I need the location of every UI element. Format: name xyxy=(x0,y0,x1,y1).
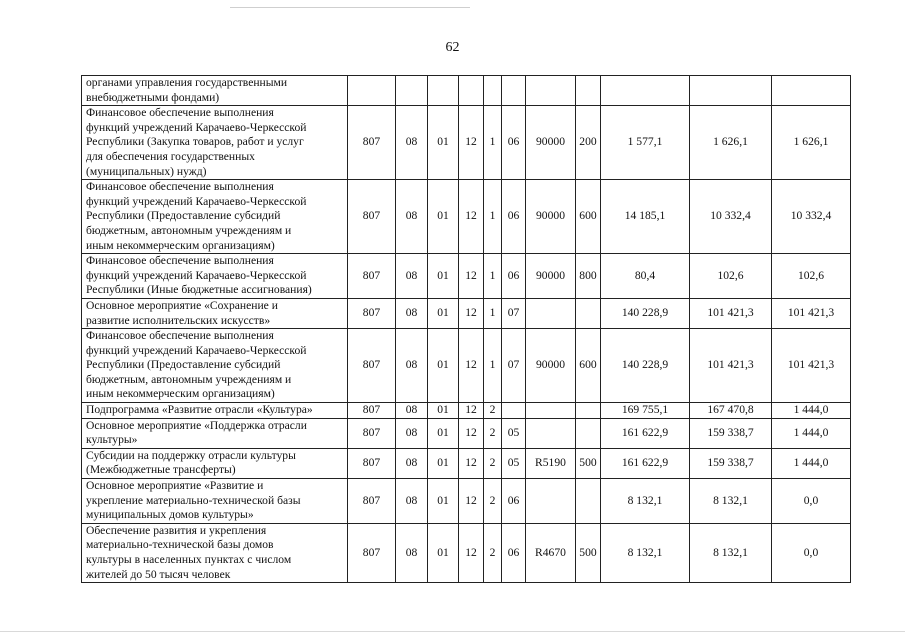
item-name-cell xyxy=(82,106,348,180)
item-name-line: муниципальных домов культуры» xyxy=(86,508,254,522)
amount-year3-cell: 101 421,3 xyxy=(772,329,851,403)
event-code-cell: 06 xyxy=(502,106,526,180)
section-code-cell: 08 xyxy=(396,106,428,180)
program-code-cell: 12 xyxy=(459,523,484,582)
ved-code-cell: 807 xyxy=(348,329,396,403)
section-code-cell: 08 xyxy=(396,418,428,448)
section-code-cell: 08 xyxy=(396,523,428,582)
amount-year2-cell xyxy=(690,76,772,106)
table-body xyxy=(82,76,851,583)
item-name-line: Республики (Предоставление субсидий xyxy=(86,209,281,223)
amount-year2-cell: 101 421,3 xyxy=(690,298,772,328)
amount-year3-cell: 0,0 xyxy=(772,479,851,524)
item-name-cell xyxy=(82,448,348,478)
item-name-line: культуры» xyxy=(86,433,138,447)
section-code-cell: 08 xyxy=(396,180,428,254)
program-code-cell: 12 xyxy=(459,298,484,328)
ved-code-cell: 807 xyxy=(348,254,396,299)
item-name-line: иным некоммерческим организациям) xyxy=(86,238,275,252)
subsection-code-cell: 01 xyxy=(428,403,459,419)
amount-year3-cell xyxy=(772,76,851,106)
item-name-line: Подпрограмма «Развитие отрасли «Культура» xyxy=(86,403,313,417)
subprogram-code-cell: 1 xyxy=(484,106,502,180)
subsection-code-cell: 01 xyxy=(428,418,459,448)
amount-year2-cell: 10 332,4 xyxy=(690,180,772,254)
amount-year3-cell: 1 626,1 xyxy=(772,106,851,180)
subprogram-code-cell xyxy=(484,76,502,106)
program-code-cell: 12 xyxy=(459,403,484,419)
section-code-cell: 08 xyxy=(396,329,428,403)
section-code-cell: 08 xyxy=(396,298,428,328)
subprogram-code-cell: 2 xyxy=(484,479,502,524)
amount-year3-cell: 0,0 xyxy=(772,523,851,582)
direction-code-cell xyxy=(526,298,576,328)
item-name-cell xyxy=(82,418,348,448)
direction-code-cell: 90000 xyxy=(526,254,576,299)
item-name-line: бюджетным, автономным учреждениям и xyxy=(86,372,292,386)
item-name-line: функций учреждений Карачаево-Черкесской xyxy=(86,120,307,134)
amount-year2-cell: 159 338,7 xyxy=(690,448,772,478)
program-code-cell: 12 xyxy=(459,106,484,180)
item-name-line: органами управления государственными xyxy=(86,76,288,89)
amount-year2-cell: 102,6 xyxy=(690,254,772,299)
program-code-cell: 12 xyxy=(459,180,484,254)
direction-code-cell: 90000 xyxy=(526,180,576,254)
subprogram-code-cell: 2 xyxy=(484,418,502,448)
item-name-cell xyxy=(82,180,348,254)
event-code-cell xyxy=(502,403,526,419)
item-name-cell xyxy=(82,523,348,582)
section-code-cell: 08 xyxy=(396,254,428,299)
item-name-line: Республики (Закупка товаров, работ и услуг xyxy=(86,135,304,149)
direction-code-cell: 90000 xyxy=(526,106,576,180)
item-name-line: (муниципальных) нужд) xyxy=(86,164,207,178)
item-name-line: Финансовое обеспечение выполнения xyxy=(86,254,274,268)
subsection-code-cell xyxy=(428,76,459,106)
item-name-line: функций учреждений Карачаево-Черкесской xyxy=(86,268,307,282)
event-code-cell: 06 xyxy=(502,523,526,582)
expense-type-cell xyxy=(576,403,601,419)
amount-year1-cell: 140 228,9 xyxy=(601,329,690,403)
event-code-cell: 05 xyxy=(502,448,526,478)
item-name-line: для обеспечения государственных xyxy=(86,149,255,163)
direction-code-cell xyxy=(526,418,576,448)
expense-type-cell xyxy=(576,479,601,524)
direction-code-cell xyxy=(526,403,576,419)
ved-code-cell: 807 xyxy=(348,479,396,524)
direction-code-cell: 90000 xyxy=(526,329,576,403)
ved-code-cell: 807 xyxy=(348,523,396,582)
amount-year2-cell: 8 132,1 xyxy=(690,523,772,582)
item-name-line: Основное мероприятие «Развитие и xyxy=(86,479,264,493)
ved-code-cell: 807 xyxy=(348,180,396,254)
amount-year1-cell: 8 132,1 xyxy=(601,479,690,524)
amount-year3-cell: 1 444,0 xyxy=(772,403,851,419)
ved-code-cell: 807 xyxy=(348,106,396,180)
amount-year3-cell: 1 444,0 xyxy=(772,448,851,478)
subprogram-code-cell: 1 xyxy=(484,180,502,254)
item-name-line: Обеспечение развития и укрепления xyxy=(86,523,267,537)
amount-year2-cell: 101 421,3 xyxy=(690,329,772,403)
item-name-line: жителей до 50 тысяч человек xyxy=(86,567,231,581)
item-name-cell xyxy=(82,298,348,328)
item-name-cell xyxy=(82,479,348,524)
program-code-cell: 12 xyxy=(459,448,484,478)
subprogram-code-cell: 2 xyxy=(484,403,502,419)
direction-code-cell: R5190 xyxy=(526,448,576,478)
program-code-cell: 12 xyxy=(459,254,484,299)
page-number: 62 xyxy=(445,40,460,55)
event-code-cell: 06 xyxy=(502,479,526,524)
subsection-code-cell: 01 xyxy=(428,523,459,582)
item-name-line: культуры в населенных пунктах с числом xyxy=(86,553,292,566)
item-name-line: Финансовое обеспечение выполнения xyxy=(86,329,274,343)
subsection-code-cell: 01 xyxy=(428,254,459,299)
table-row xyxy=(82,298,851,328)
item-name-line: функций учреждений Карачаево-Черкесской xyxy=(86,194,307,208)
amount-year1-cell: 169 755,1 xyxy=(601,403,690,419)
table-row xyxy=(82,448,851,478)
amount-year2-cell: 167 470,8 xyxy=(690,403,772,419)
program-code-cell: 12 xyxy=(459,418,484,448)
amount-year3-cell: 101 421,3 xyxy=(772,298,851,328)
item-name-line: Основное мероприятие «Сохранение и xyxy=(86,298,278,312)
expense-type-cell: 600 xyxy=(576,180,601,254)
item-name-cell xyxy=(82,254,348,299)
subsection-code-cell: 01 xyxy=(428,479,459,524)
amount-year2-cell: 159 338,7 xyxy=(690,418,772,448)
amount-year2-cell: 8 132,1 xyxy=(690,479,772,524)
event-code-cell: 05 xyxy=(502,418,526,448)
subsection-code-cell: 01 xyxy=(428,448,459,478)
table-row xyxy=(82,479,851,524)
ved-code-cell xyxy=(348,76,396,106)
subsection-code-cell: 01 xyxy=(428,106,459,180)
event-code-cell: 06 xyxy=(502,254,526,299)
section-code-cell: 08 xyxy=(396,448,428,478)
item-name-line: Субсидии на поддержку отрасли культуры xyxy=(86,448,296,462)
amount-year3-cell: 1 444,0 xyxy=(772,418,851,448)
direction-code-cell xyxy=(526,76,576,106)
subsection-code-cell: 01 xyxy=(428,329,459,403)
item-name-line: Финансовое обеспечение выполнения xyxy=(86,106,274,120)
item-name-cell xyxy=(82,329,348,403)
program-code-cell xyxy=(459,76,484,106)
expense-type-cell: 500 xyxy=(576,523,601,582)
event-code-cell: 07 xyxy=(502,329,526,403)
section-code-cell: 08 xyxy=(396,403,428,419)
expense-type-cell: 200 xyxy=(576,106,601,180)
subsection-code-cell: 01 xyxy=(428,180,459,254)
direction-code-cell: R4670 xyxy=(526,523,576,582)
expense-type-cell: 500 xyxy=(576,448,601,478)
amount-year1-cell: 8 132,1 xyxy=(601,523,690,582)
table-row xyxy=(82,254,851,299)
expense-type-cell: 600 xyxy=(576,329,601,403)
scan-artifact-line xyxy=(230,7,470,8)
item-name-line: Основное мероприятие «Поддержка отрасли xyxy=(86,418,307,432)
item-name-line: иным некоммерческим организациям) xyxy=(86,387,275,401)
amount-year1-cell: 161 622,9 xyxy=(601,418,690,448)
program-code-cell: 12 xyxy=(459,479,484,524)
amount-year1-cell: 161 622,9 xyxy=(601,448,690,478)
subprogram-code-cell: 1 xyxy=(484,329,502,403)
event-code-cell xyxy=(502,76,526,106)
table-row xyxy=(82,418,851,448)
amount-year1-cell: 1 577,1 xyxy=(601,106,690,180)
item-name-line: внебюджетными фондами) xyxy=(86,90,220,104)
item-name-line: (Межбюджетные трансферты) xyxy=(86,463,236,477)
section-code-cell xyxy=(396,76,428,106)
item-name-line: материально-технической базы домов xyxy=(86,538,274,552)
item-name-cell xyxy=(82,76,348,106)
amount-year3-cell: 10 332,4 xyxy=(772,180,851,254)
ved-code-cell: 807 xyxy=(348,418,396,448)
ved-code-cell: 807 xyxy=(348,448,396,478)
event-code-cell: 07 xyxy=(502,298,526,328)
table-row xyxy=(82,106,851,180)
subprogram-code-cell: 2 xyxy=(484,448,502,478)
subprogram-code-cell: 1 xyxy=(484,254,502,299)
table-row xyxy=(82,403,851,419)
event-code-cell: 06 xyxy=(502,180,526,254)
table-row xyxy=(82,76,851,106)
budget-table xyxy=(81,75,851,583)
scan-artifact-line xyxy=(0,631,905,632)
section-code-cell: 08 xyxy=(396,479,428,524)
amount-year1-cell: 80,4 xyxy=(601,254,690,299)
program-code-cell: 12 xyxy=(459,329,484,403)
subsection-code-cell: 01 xyxy=(428,298,459,328)
amount-year2-cell: 1 626,1 xyxy=(690,106,772,180)
amount-year1-cell: 14 185,1 xyxy=(601,180,690,254)
item-name-line: Республики (Иные бюджетные ассигнования) xyxy=(86,283,312,297)
table-row xyxy=(82,523,851,582)
ved-code-cell: 807 xyxy=(348,298,396,328)
expense-type-cell xyxy=(576,418,601,448)
amount-year1-cell: 140 228,9 xyxy=(601,298,690,328)
subprogram-code-cell: 2 xyxy=(484,523,502,582)
item-name-line: бюджетным, автономным учреждениям и xyxy=(86,223,292,237)
expense-type-cell xyxy=(576,76,601,106)
item-name-line: Финансовое обеспечение выполнения xyxy=(86,180,274,194)
item-name-cell xyxy=(82,403,348,419)
table-row xyxy=(82,180,851,254)
expense-type-cell xyxy=(576,298,601,328)
ved-code-cell: 807 xyxy=(348,403,396,419)
item-name-line: Республики (Предоставление субсидий xyxy=(86,358,281,372)
amount-year1-cell xyxy=(601,76,690,106)
item-name-line: функций учреждений Карачаево-Черкесской xyxy=(86,343,307,357)
direction-code-cell xyxy=(526,479,576,524)
expense-type-cell: 800 xyxy=(576,254,601,299)
table-row xyxy=(82,329,851,403)
item-name-line: развитие исполнительских искусств» xyxy=(86,313,271,327)
item-name-line: укрепление материально-технической базы xyxy=(86,493,301,507)
amount-year3-cell: 102,6 xyxy=(772,254,851,299)
subprogram-code-cell: 1 xyxy=(484,298,502,328)
